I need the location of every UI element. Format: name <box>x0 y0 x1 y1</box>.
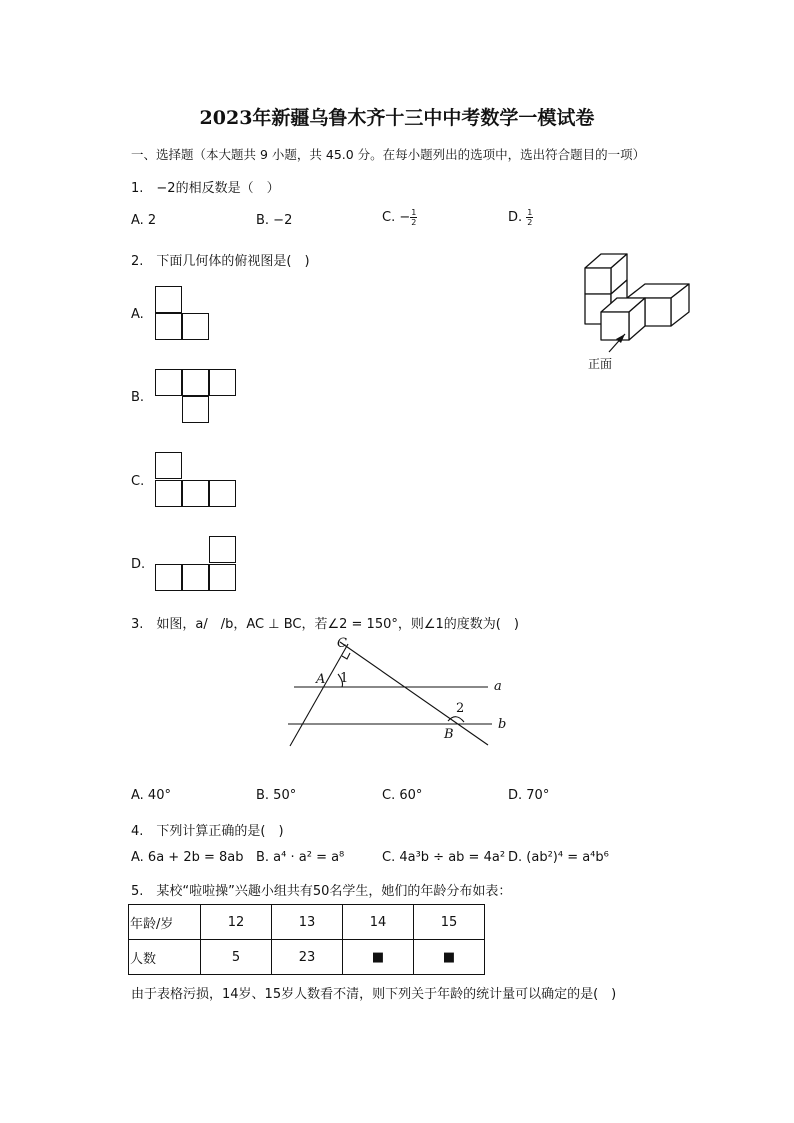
fraction-denominator: 2 <box>411 218 417 227</box>
q1-option-a: A. 2 <box>131 213 157 228</box>
question-5-note: 由于表格污损，14岁、15岁人数看不清，则下列关于年龄的统计量可以确定的是( ) <box>131 987 617 1002</box>
parallel-lines-figure <box>280 632 520 752</box>
table-cell: 14 <box>343 905 414 940</box>
q2-option-a-figure <box>155 286 211 342</box>
label-2: 2 <box>456 701 465 716</box>
q2-option-a-label: A. <box>131 307 144 322</box>
q3-option-d: D. 70° <box>508 788 550 803</box>
q1-option-c <box>382 208 417 227</box>
section-heading: 一、选择题（本大题共 9 小题，共 45.0 分。在每小题列出的选项中，选出符合题目的一项） <box>131 147 646 162</box>
q3-option-c: C. 60° <box>382 788 423 803</box>
q2-option-c-figure <box>155 452 238 508</box>
q2-option-d-label: D. <box>131 557 146 572</box>
q1-option-d-fraction <box>526 208 533 227</box>
fraction-numerator: 1 <box>527 208 533 217</box>
table-cell: 15 <box>414 905 485 940</box>
right-angle-mark <box>342 653 350 659</box>
table-cell: ■ <box>343 940 414 975</box>
q2-option-d-figure <box>155 536 238 592</box>
question-5-stem: 5. 某校“啦啦操”兴趣小组共有50名学生，她们的年龄分布如表： <box>131 884 512 899</box>
q2-option-c-label: C. <box>131 474 145 489</box>
question-3-stem: 3. 如图，a/ /b，AC ⊥ BC，若∠2 = 150°，则∠1的度数为( ) <box>131 617 519 632</box>
label-B: B <box>444 727 454 742</box>
line-cb <box>340 642 488 745</box>
table-cell: 12 <box>201 905 272 940</box>
fraction-denominator: 2 <box>527 218 533 227</box>
question-1-stem: 1. −2的相反数是（ ） <box>131 181 280 196</box>
q1-option-d <box>508 208 533 227</box>
q3-option-b: B. 50° <box>256 788 297 803</box>
table-cell: 13 <box>272 905 343 940</box>
q3-option-a: A. 40° <box>131 788 171 803</box>
table-cell: 23 <box>272 940 343 975</box>
q2-option-b-figure <box>155 369 238 425</box>
label-b: b <box>498 717 507 732</box>
table-cell: 年龄/岁 <box>129 905 201 940</box>
q1-option-b: B. −2 <box>256 213 293 228</box>
question-2-stem: 2. 下面几何体的俯视图是( ) <box>131 254 310 269</box>
q4-option-c: C. 4a³b ÷ ab = 4a² <box>382 850 506 865</box>
age-table <box>128 904 485 975</box>
table-cell: 5 <box>201 940 272 975</box>
page-title: 2023年新疆乌鲁木齐十三中中考数学一模试卷 <box>199 107 595 129</box>
line-ac <box>290 644 348 746</box>
table-row <box>129 905 485 940</box>
label-1: 1 <box>340 671 349 686</box>
angle-2-arc <box>448 717 464 722</box>
q4-option-d: D. (ab²)⁴ = a⁴b⁶ <box>508 850 609 865</box>
q1-option-c-fraction <box>410 208 417 227</box>
label-A: A <box>316 672 326 687</box>
q1-option-d-prefix: D. <box>508 210 527 225</box>
q4-option-b: B. a⁴ · a² = a⁸ <box>256 850 345 865</box>
question-4-stem: 4. 下列计算正确的是( ) <box>131 824 284 839</box>
table-cell: ■ <box>414 940 485 975</box>
q1-option-c-prefix: C. − <box>382 210 411 225</box>
front-label: 正面 <box>588 357 613 371</box>
table-cell: 人数 <box>129 940 201 975</box>
q2-option-b-label: B. <box>131 390 145 405</box>
q4-option-a: A. 6a + 2b = 8ab <box>131 850 244 865</box>
label-a: a <box>494 679 502 694</box>
fraction-numerator: 1 <box>411 208 417 217</box>
table-row <box>129 940 485 975</box>
label-C: C <box>337 636 347 651</box>
